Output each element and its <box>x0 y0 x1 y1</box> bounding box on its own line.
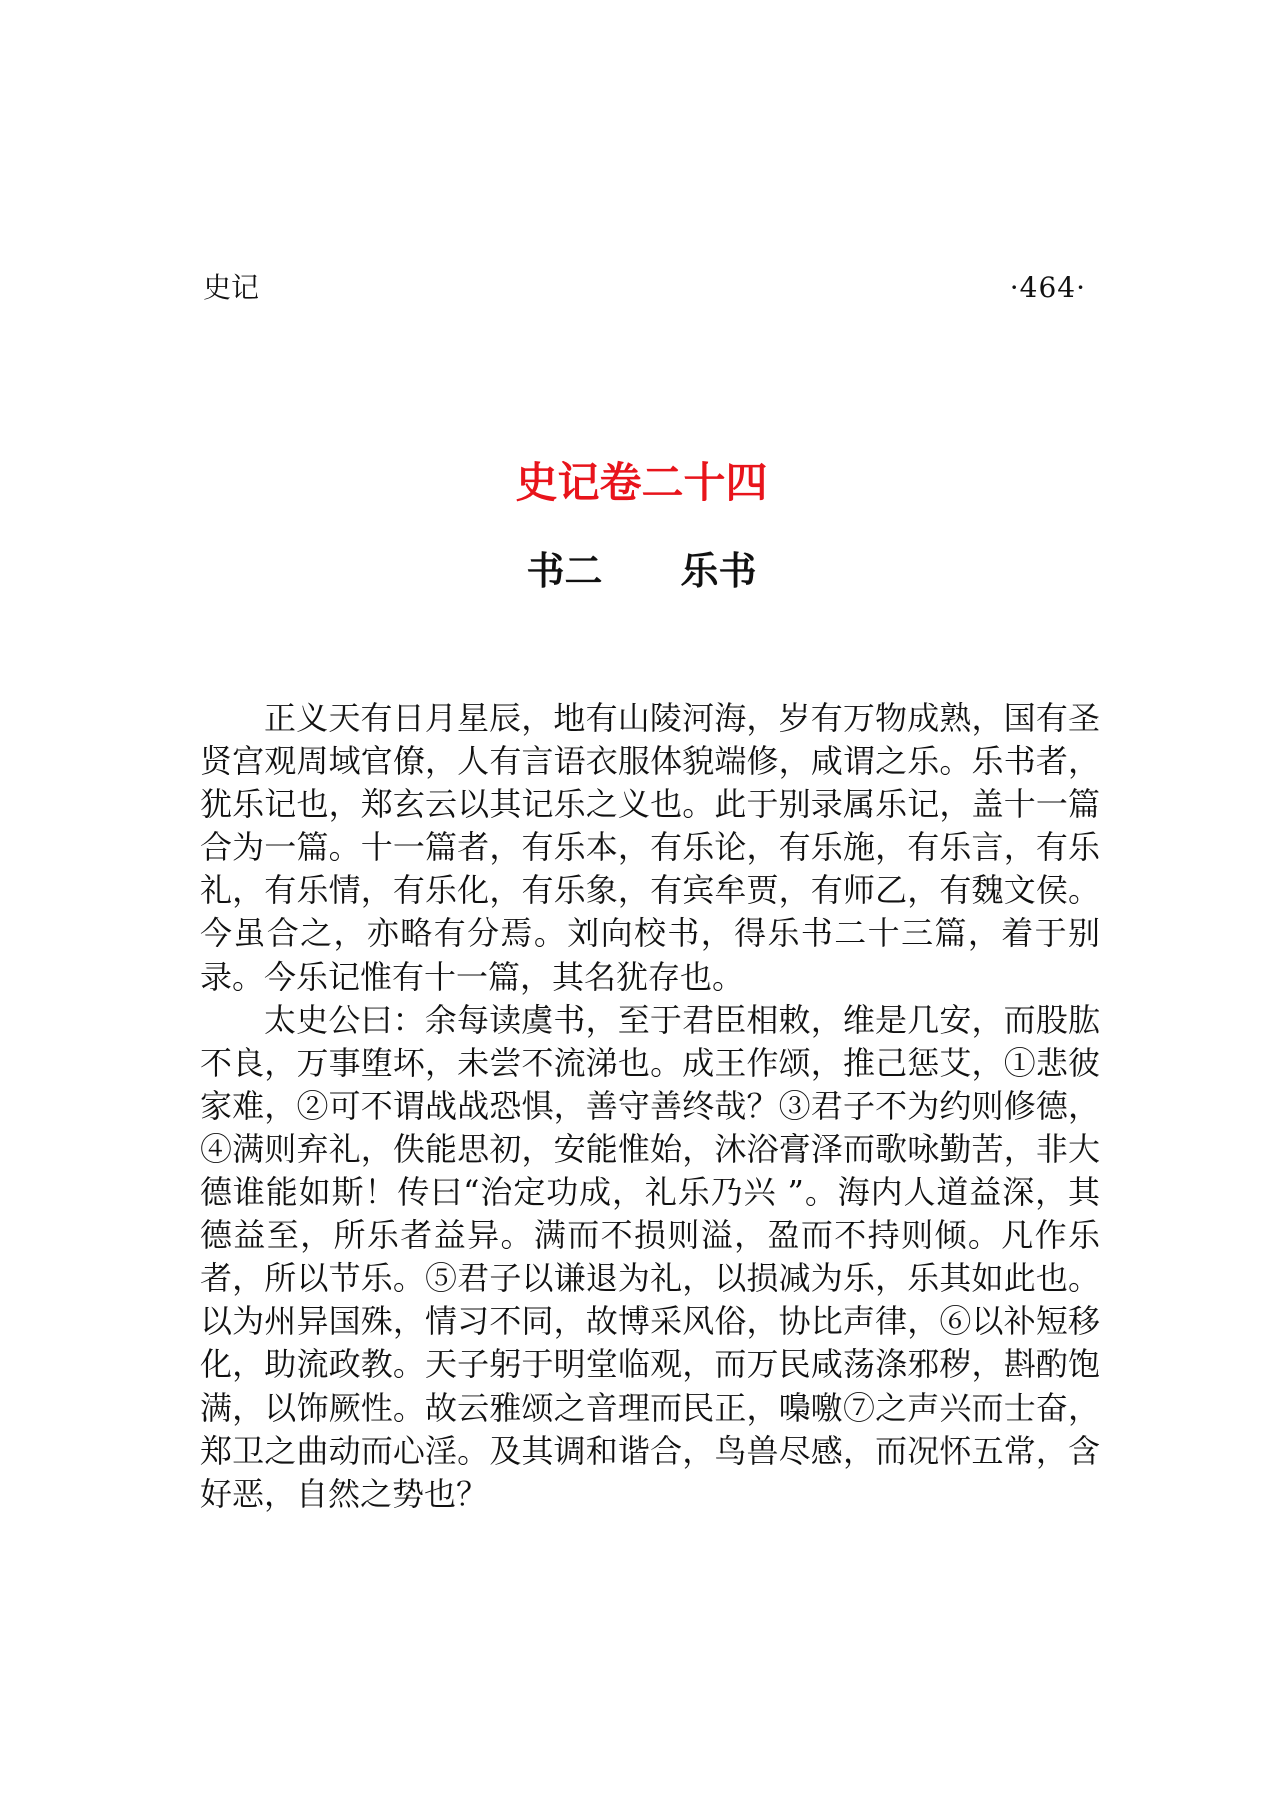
chapter-title: 史记卷二十四 <box>515 458 768 507</box>
section-name: 乐书 <box>680 549 757 593</box>
paragraph-main: 太史公曰：余每读虞书，至于君臣相敕，维是几安，而股肱不良，万事堕坏，未尝不流涕也。成王作颂，推己惩艾，①悲彼家难，②可不谓战战恐惧，善守善终哉？③君子不为约则修德，④满则弃礼，佚能思初，安能惟始，沐浴膏泽而歌咏勤苦，非大德谁能如斯！传曰“治定功成，礼乐乃兴 ”。海内人道益深，其德益至，所乐者益异。满而不损则溢，盈而不持则倾。凡作乐者，所以节乐。⑤君子以谦退为礼，以损减为乐，乐其如此也。以为州异国殊，情习不同，故博采风俗，协比声律，⑥以补短移化，助流政教。天子躬于明堂临观，而万民咸荡涤邪秽，斟酌饱满，以饰厥性。故云雅颂之音理而民正，嘄噭⑦之声兴而士奋，郑卫之曲动而心淫。及其调和谐合，鸟兽尽感，而况怀五常，含好恶，自然之势也？ <box>200 1000 1100 1513</box>
page-number: ·464· <box>1009 271 1086 304</box>
paragraph-preface: 正义天有日月星辰，地有山陵河海，岁有万物成熟，国有圣贤宫观周域官僚，人有言语衣服体貌端修，咸谓之乐。乐书者，犹乐记也，郑玄云以其记乐之义也。此于别录属乐记，盖十一篇合为一篇。十一篇者，有乐本，有乐论，有乐施，有乐言，有乐礼，有乐情，有乐化，有乐象，有宾牟贾，有师乙，有魏文侯。今虽合之，亦略有分焉。刘向校书，得乐书二十三篇，着于别录。今乐记惟有十一篇，其名犹存也。 <box>200 699 1100 996</box>
section-title <box>0 545 1283 597</box>
section-number: 书二 <box>526 549 603 593</box>
running-header <box>203 268 1086 308</box>
body-text <box>200 697 1100 1516</box>
book-name: 史记 <box>203 271 260 304</box>
